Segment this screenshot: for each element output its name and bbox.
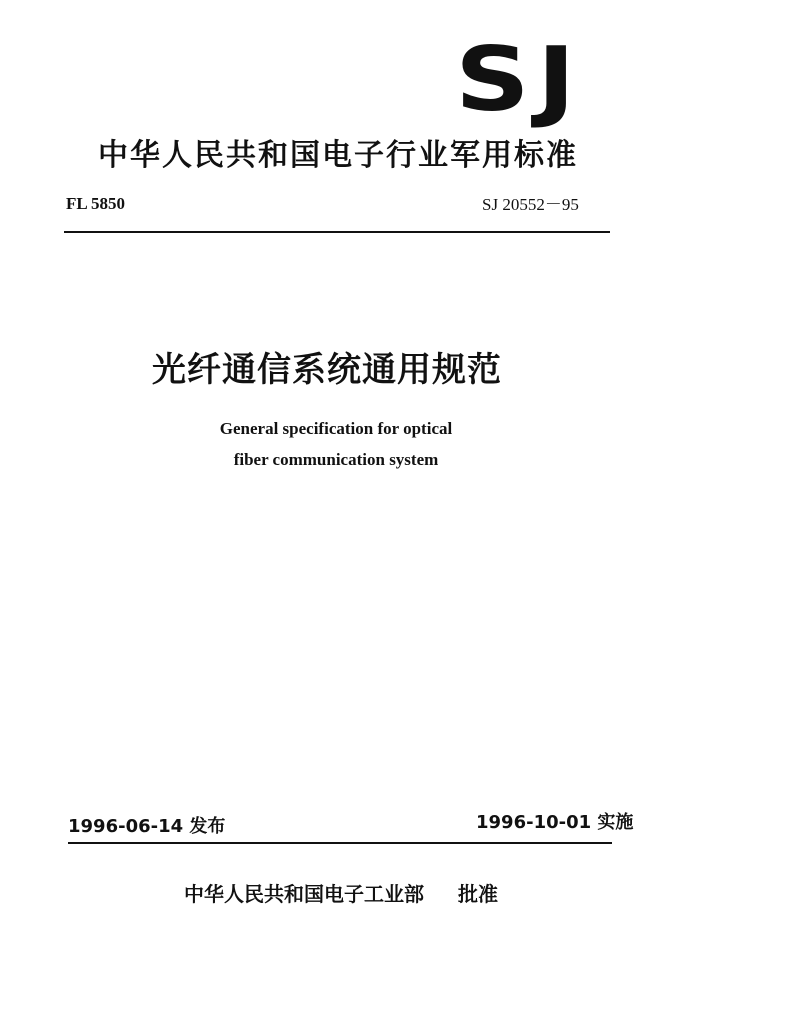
standard-number: SJ 20552－95 xyxy=(482,195,579,214)
sj-logo: SJ xyxy=(455,28,583,131)
issue-date: 1996-06-14 发布 xyxy=(68,816,226,837)
document-title-english-line1: General specification for optical xyxy=(219,419,453,438)
approving-authority: 中华人民共和国电子工业部 xyxy=(184,882,424,906)
standard-type-heading: 中华人民共和国电子行业军用标准 xyxy=(98,138,578,173)
document-title-chinese: 光纤通信系统通用规范 xyxy=(152,350,502,390)
effective-date: 1996-10-01 实施 xyxy=(476,812,634,833)
approval-label: 批准 xyxy=(458,882,498,906)
footer-divider xyxy=(68,842,612,844)
header-divider xyxy=(64,231,610,233)
document-title-english-line2: fiber communication system xyxy=(233,450,439,469)
classification-code: FL 5850 xyxy=(66,194,126,213)
